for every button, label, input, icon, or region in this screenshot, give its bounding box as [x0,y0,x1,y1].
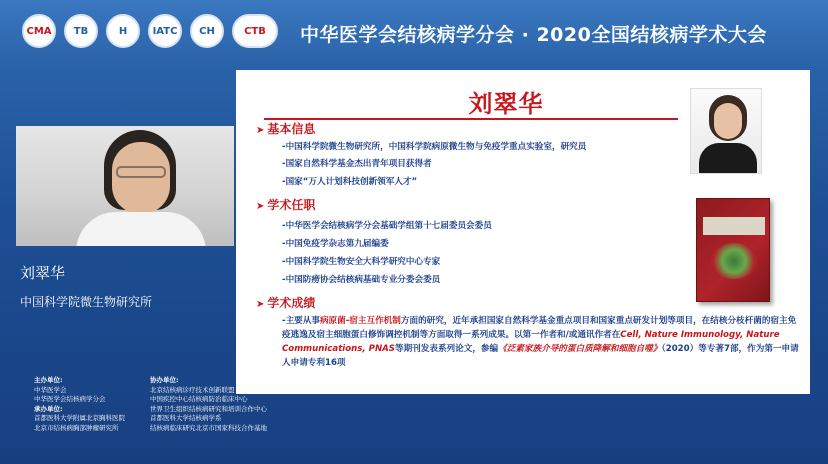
speaker-name: 刘翠华 [20,264,66,282]
basic-item: -中国科学院微生物研究所，中国科学院病原微生物与免疫学重点实验室，研究员 [282,142,587,152]
footer-hosts: 主办单位: 中华医学会 中华医学会结核病学分会 承办单位: 首都医科大学附属北京胸科医院 北京市结核病胸部肿瘤研究所 [34,376,125,432]
arrow-icon: ➤ [256,299,265,310]
presentation-slide [236,70,810,394]
arrow-icon: ➤ [256,201,265,212]
book-title-band [703,217,765,235]
role-item: -中华医学会结核病学分会基础学组第十七届委员会委员 [282,221,492,231]
event-title: 中华医学会结核病学分会 · 2020全国结核病学术大会 [300,24,767,46]
speaker-org: 中国科学院微生物研究所 [20,295,153,309]
ctb-logo: CTB [232,14,278,48]
book-illustration [711,243,757,279]
role-item: -中国免疫学杂志第九届编委 [282,239,389,249]
arrow-icon: ➤ [256,125,265,136]
iatc-logo: IATC [148,14,182,48]
basic-item: -国家自然科学基金杰出青年项目获得者 [282,159,432,169]
basic-item: -国家“万人计划科技创新领军人才” [282,177,418,187]
portrait-body [699,143,757,174]
slide-title: 刘翠华 [468,90,544,118]
role-item: -中国科学院生物安全大科学研究中心专家 [282,257,441,267]
section-roles-heading: ➤ 学术任职 [256,198,316,212]
title-divider [264,118,678,120]
book-cover [696,198,770,302]
section-achievements-heading: ➤ 学术成绩 [256,296,316,310]
speaker-body [76,212,206,246]
event-header [0,0,828,68]
speaker-face [112,142,170,214]
hospital-logo: H [106,14,140,48]
footer-co-organizers: 协办单位: 北京结核病诊疗技术创新联盟 中国疾控中心结核病防治临床中心 世界卫生组织结核病研究和培训合作中心 首都医科大学结核病学系 结核病临床研究北京市国家科技合作基地 [150,376,267,432]
achievements-paragraph: -主要从事病原菌-宿主互作机制方面的研究，近年承担国家自然科学基金重点项目和国家重点研发计划等项目，在结核分枝杆菌的宿主免疫逃逸及宿主细胞蛋白修饰调控机制等方面取得一系列成果。以第一作者和/或通讯作者在Cell, Nature Immunology, Nature Communications, PNAS等期刊发表系列论文，参编《泛素家族介导的蛋白质降解和细胞自噬》（2020）等专著7部，作为第一申请人申请专利16项 [282,316,799,368]
portrait-face [714,103,742,139]
speaker-glasses [116,166,166,178]
section-basic-heading: ➤ 基本信息 [256,122,316,136]
role-item: -中国防痨协会结核病基础专业分委会委员 [282,275,441,285]
tb-society-logo: TB [64,14,98,48]
speaker-portrait [690,88,762,174]
speaker-video [16,126,234,246]
sponsor-logos [22,14,278,48]
cma-emblem-logo: CMA [22,14,56,48]
chest-hospital-logo: CH [190,14,224,48]
